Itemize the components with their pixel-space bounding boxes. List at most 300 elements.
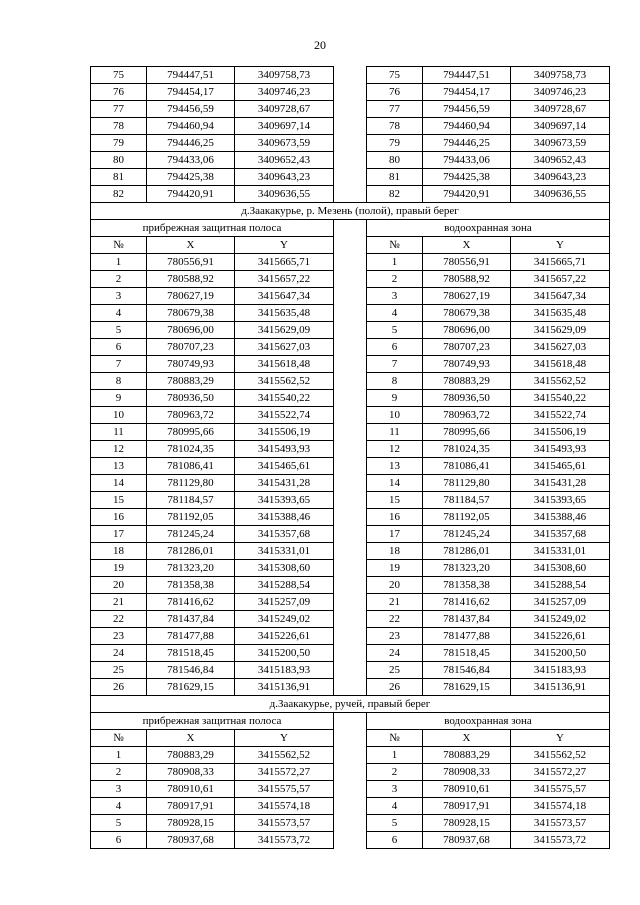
point-number-cell: 9 bbox=[367, 390, 423, 407]
x-coordinate-cell: 780627,19 bbox=[147, 288, 235, 305]
x-header: X bbox=[423, 730, 511, 747]
x-coordinate-cell: 781192,05 bbox=[423, 509, 511, 526]
point-number-cell: 6 bbox=[91, 832, 147, 849]
y-coordinate-cell: 3415665,71 bbox=[511, 254, 610, 271]
y-coordinate-cell: 3409643,23 bbox=[511, 169, 610, 186]
y-coordinate-cell: 3415522,74 bbox=[235, 407, 334, 424]
x-coordinate-cell: 781437,84 bbox=[147, 611, 235, 628]
x-coordinate-cell: 781546,84 bbox=[147, 662, 235, 679]
x-coordinate-cell: 780679,38 bbox=[423, 305, 511, 322]
y-coordinate-cell: 3415200,50 bbox=[235, 645, 334, 662]
point-number-cell: 75 bbox=[367, 67, 423, 84]
y-coordinate-cell: 3409697,14 bbox=[511, 118, 610, 135]
point-number-cell: 14 bbox=[91, 475, 147, 492]
x-header: X bbox=[147, 730, 235, 747]
point-number-cell: 11 bbox=[91, 424, 147, 441]
table-row bbox=[91, 118, 610, 135]
point-number-cell: 19 bbox=[91, 560, 147, 577]
column-gap bbox=[334, 781, 367, 798]
point-number-cell: 6 bbox=[91, 339, 147, 356]
y-coordinate-cell: 3415493,93 bbox=[235, 441, 334, 458]
x-coordinate-cell: 780883,29 bbox=[147, 373, 235, 390]
point-number-cell: 8 bbox=[367, 373, 423, 390]
y-coordinate-cell: 3415465,61 bbox=[235, 458, 334, 475]
point-number-cell: 79 bbox=[367, 135, 423, 152]
page-number: 20 bbox=[314, 38, 326, 52]
table-row bbox=[91, 458, 610, 475]
x-coordinate-cell: 794420,91 bbox=[147, 186, 235, 203]
point-number-cell: 21 bbox=[367, 594, 423, 611]
y-coordinate-cell: 3409697,14 bbox=[235, 118, 334, 135]
x-coordinate-cell: 780749,93 bbox=[147, 356, 235, 373]
point-number-cell: 7 bbox=[91, 356, 147, 373]
point-number-cell: 23 bbox=[91, 628, 147, 645]
x-coordinate-cell: 781024,35 bbox=[423, 441, 511, 458]
point-number-cell: 77 bbox=[91, 101, 147, 118]
x-coordinate-cell: 794460,94 bbox=[147, 118, 235, 135]
x-coordinate-cell: 780937,68 bbox=[147, 832, 235, 849]
point-number-cell: 80 bbox=[91, 152, 147, 169]
point-number-cell: 6 bbox=[367, 832, 423, 849]
column-gap bbox=[334, 475, 367, 492]
x-coordinate-cell: 780963,72 bbox=[147, 407, 235, 424]
column-gap bbox=[334, 662, 367, 679]
point-number-cell: 4 bbox=[367, 798, 423, 815]
table-row bbox=[91, 628, 610, 645]
table-row bbox=[91, 67, 610, 84]
table-row bbox=[91, 356, 610, 373]
x-coordinate-cell: 794447,51 bbox=[147, 67, 235, 84]
x-coordinate-cell: 781192,05 bbox=[147, 509, 235, 526]
x-coordinate-cell: 781358,38 bbox=[147, 577, 235, 594]
x-coordinate-cell: 780749,93 bbox=[423, 356, 511, 373]
x-coordinate-cell: 794456,59 bbox=[423, 101, 511, 118]
y-coordinate-cell: 3415388,46 bbox=[235, 509, 334, 526]
x-coordinate-cell: 781245,24 bbox=[147, 526, 235, 543]
x-coordinate-cell: 781629,15 bbox=[423, 679, 511, 696]
y-coordinate-cell: 3409758,73 bbox=[511, 67, 610, 84]
x-coordinate-cell: 781184,57 bbox=[147, 492, 235, 509]
column-gap bbox=[334, 407, 367, 424]
y-coordinate-cell: 3415308,60 bbox=[235, 560, 334, 577]
column-gap bbox=[334, 441, 367, 458]
column-gap bbox=[334, 339, 367, 356]
table-row bbox=[91, 271, 610, 288]
point-number-cell: 17 bbox=[91, 526, 147, 543]
point-number-cell: 3 bbox=[367, 288, 423, 305]
point-number-cell: 1 bbox=[367, 747, 423, 764]
point-number-cell: 78 bbox=[91, 118, 147, 135]
table-row bbox=[91, 441, 610, 458]
x-coordinate-cell: 780707,23 bbox=[147, 339, 235, 356]
column-gap bbox=[334, 220, 367, 237]
y-coordinate-cell: 3415506,19 bbox=[511, 424, 610, 441]
y-coordinate-cell: 3415226,61 bbox=[235, 628, 334, 645]
x-coordinate-cell: 781437,84 bbox=[423, 611, 511, 628]
y-coordinate-cell: 3415393,65 bbox=[511, 492, 610, 509]
x-coordinate-cell: 781477,88 bbox=[147, 628, 235, 645]
section-title: д.Заакакурье, ручей, правый берег bbox=[91, 696, 610, 713]
x-header: X bbox=[423, 237, 511, 254]
x-coordinate-cell: 780917,91 bbox=[147, 798, 235, 815]
x-coordinate-cell: 794433,06 bbox=[147, 152, 235, 169]
point-number-cell: 11 bbox=[367, 424, 423, 441]
column-gap bbox=[334, 101, 367, 118]
x-coordinate-cell: 781416,62 bbox=[147, 594, 235, 611]
table-row bbox=[91, 509, 610, 526]
column-gap bbox=[334, 237, 367, 254]
point-number-cell: 10 bbox=[91, 407, 147, 424]
table-row bbox=[91, 764, 610, 781]
x-coordinate-cell: 780917,91 bbox=[423, 798, 511, 815]
y-coordinate-cell: 3415635,48 bbox=[511, 305, 610, 322]
table-row bbox=[91, 543, 610, 560]
point-number-cell: 8 bbox=[91, 373, 147, 390]
point-number-cell: 82 bbox=[91, 186, 147, 203]
table-row bbox=[91, 101, 610, 118]
y-coordinate-cell: 3415573,72 bbox=[235, 832, 334, 849]
x-coordinate-cell: 780995,66 bbox=[147, 424, 235, 441]
zone-caption-row bbox=[91, 220, 610, 237]
y-coordinate-cell: 3415331,01 bbox=[511, 543, 610, 560]
point-number-cell: 77 bbox=[367, 101, 423, 118]
left-zone-caption: прибрежная защитная полоса bbox=[91, 220, 334, 237]
y-coordinate-cell: 3409643,23 bbox=[235, 169, 334, 186]
x-coordinate-cell: 794446,25 bbox=[147, 135, 235, 152]
y-coordinate-cell: 3415257,09 bbox=[235, 594, 334, 611]
y-coordinate-cell: 3415540,22 bbox=[235, 390, 334, 407]
y-coordinate-cell: 3415627,03 bbox=[235, 339, 334, 356]
y-coordinate-cell: 3415574,18 bbox=[511, 798, 610, 815]
section-title-row bbox=[91, 696, 610, 713]
x-coordinate-cell: 781546,84 bbox=[423, 662, 511, 679]
x-coordinate-cell: 780963,72 bbox=[423, 407, 511, 424]
point-number-cell: 15 bbox=[91, 492, 147, 509]
section-title-row bbox=[91, 203, 610, 220]
x-coordinate-cell: 780910,61 bbox=[147, 781, 235, 798]
y-coordinate-cell: 3415575,57 bbox=[511, 781, 610, 798]
column-gap bbox=[334, 288, 367, 305]
y-coordinate-cell: 3415562,52 bbox=[511, 373, 610, 390]
table-row bbox=[91, 288, 610, 305]
x-coordinate-cell: 780556,91 bbox=[423, 254, 511, 271]
point-number-cell: 76 bbox=[367, 84, 423, 101]
x-coordinate-cell: 781518,45 bbox=[147, 645, 235, 662]
point-number-cell: 20 bbox=[91, 577, 147, 594]
right-zone-caption: водоохранная зона bbox=[367, 220, 610, 237]
point-number-cell: 1 bbox=[367, 254, 423, 271]
x-header: X bbox=[147, 237, 235, 254]
point-number-cell: 3 bbox=[367, 781, 423, 798]
column-gap bbox=[334, 832, 367, 849]
y-coordinate-cell: 3415627,03 bbox=[511, 339, 610, 356]
table-row bbox=[91, 526, 610, 543]
column-gap bbox=[334, 713, 367, 730]
point-number-cell: 23 bbox=[367, 628, 423, 645]
column-gap bbox=[334, 152, 367, 169]
y-coordinate-cell: 3415431,28 bbox=[235, 475, 334, 492]
y-header: Y bbox=[235, 237, 334, 254]
x-coordinate-cell: 781184,57 bbox=[423, 492, 511, 509]
x-coordinate-cell: 780556,91 bbox=[147, 254, 235, 271]
x-coordinate-cell: 781323,20 bbox=[147, 560, 235, 577]
point-number-cell: 1 bbox=[91, 254, 147, 271]
point-number-cell: 75 bbox=[91, 67, 147, 84]
table-row bbox=[91, 645, 610, 662]
table-row bbox=[91, 679, 610, 696]
y-coordinate-cell: 3415308,60 bbox=[511, 560, 610, 577]
right-zone-caption: водоохранная зона bbox=[367, 713, 610, 730]
section-title: д.Заакакурье, р. Мезень (полой), правый берег bbox=[91, 203, 610, 220]
x-coordinate-cell: 781245,24 bbox=[423, 526, 511, 543]
point-number-cell: 16 bbox=[91, 509, 147, 526]
y-coordinate-cell: 3415183,93 bbox=[511, 662, 610, 679]
number-header: № bbox=[91, 237, 147, 254]
y-coordinate-cell: 3415288,54 bbox=[511, 577, 610, 594]
point-number-cell: 76 bbox=[91, 84, 147, 101]
table-row bbox=[91, 832, 610, 849]
y-coordinate-cell: 3415226,61 bbox=[511, 628, 610, 645]
zone-caption-row bbox=[91, 713, 610, 730]
point-number-cell: 5 bbox=[91, 322, 147, 339]
number-header: № bbox=[367, 730, 423, 747]
point-number-cell: 18 bbox=[367, 543, 423, 560]
point-number-cell: 12 bbox=[91, 441, 147, 458]
x-coordinate-cell: 780995,66 bbox=[423, 424, 511, 441]
y-coordinate-cell: 3415635,48 bbox=[235, 305, 334, 322]
table-row bbox=[91, 186, 610, 203]
point-number-cell: 26 bbox=[91, 679, 147, 696]
point-number-cell: 17 bbox=[367, 526, 423, 543]
x-coordinate-cell: 780928,15 bbox=[147, 815, 235, 832]
x-coordinate-cell: 781086,41 bbox=[147, 458, 235, 475]
point-number-cell: 81 bbox=[91, 169, 147, 186]
y-coordinate-cell: 3415562,52 bbox=[235, 373, 334, 390]
y-coordinate-cell: 3415573,57 bbox=[235, 815, 334, 832]
table-row bbox=[91, 254, 610, 271]
y-coordinate-cell: 3409636,55 bbox=[235, 186, 334, 203]
y-coordinate-cell: 3415465,61 bbox=[511, 458, 610, 475]
table-row bbox=[91, 798, 610, 815]
table-row bbox=[91, 781, 610, 798]
column-gap bbox=[334, 594, 367, 611]
y-coordinate-cell: 3415573,72 bbox=[511, 832, 610, 849]
table-row bbox=[91, 594, 610, 611]
point-number-cell: 19 bbox=[367, 560, 423, 577]
y-coordinate-cell: 3415136,91 bbox=[511, 679, 610, 696]
y-coordinate-cell: 3415572,27 bbox=[511, 764, 610, 781]
column-gap bbox=[334, 611, 367, 628]
table-row bbox=[91, 322, 610, 339]
x-coordinate-cell: 794425,38 bbox=[147, 169, 235, 186]
y-coordinate-cell: 3415665,71 bbox=[235, 254, 334, 271]
x-coordinate-cell: 780627,19 bbox=[423, 288, 511, 305]
point-number-cell: 6 bbox=[367, 339, 423, 356]
column-gap bbox=[334, 373, 367, 390]
column-gap bbox=[334, 186, 367, 203]
x-coordinate-cell: 780908,33 bbox=[147, 764, 235, 781]
y-coordinate-cell: 3409636,55 bbox=[511, 186, 610, 203]
point-number-cell: 14 bbox=[367, 475, 423, 492]
y-coordinate-cell: 3415562,52 bbox=[235, 747, 334, 764]
y-coordinate-cell: 3409728,67 bbox=[511, 101, 610, 118]
column-gap bbox=[334, 543, 367, 560]
point-number-cell: 4 bbox=[91, 798, 147, 815]
table-row bbox=[91, 492, 610, 509]
column-gap bbox=[334, 628, 367, 645]
table-row bbox=[91, 407, 610, 424]
x-coordinate-cell: 780588,92 bbox=[147, 271, 235, 288]
column-gap bbox=[334, 322, 367, 339]
point-number-cell: 24 bbox=[367, 645, 423, 662]
y-coordinate-cell: 3415618,48 bbox=[235, 356, 334, 373]
point-number-cell: 3 bbox=[91, 288, 147, 305]
y-coordinate-cell: 3415331,01 bbox=[235, 543, 334, 560]
y-coordinate-cell: 3409746,23 bbox=[235, 84, 334, 101]
x-coordinate-cell: 780696,00 bbox=[147, 322, 235, 339]
point-number-cell: 10 bbox=[367, 407, 423, 424]
x-coordinate-cell: 781024,35 bbox=[147, 441, 235, 458]
x-coordinate-cell: 781129,80 bbox=[147, 475, 235, 492]
point-number-cell: 4 bbox=[367, 305, 423, 322]
table-row bbox=[91, 135, 610, 152]
point-number-cell: 18 bbox=[91, 543, 147, 560]
column-gap bbox=[334, 356, 367, 373]
y-coordinate-cell: 3415657,22 bbox=[511, 271, 610, 288]
y-coordinate-cell: 3415357,68 bbox=[235, 526, 334, 543]
y-coordinate-cell: 3415647,34 bbox=[511, 288, 610, 305]
x-coordinate-cell: 794446,25 bbox=[423, 135, 511, 152]
y-coordinate-cell: 3415200,50 bbox=[511, 645, 610, 662]
table-row bbox=[91, 475, 610, 492]
point-number-cell: 80 bbox=[367, 152, 423, 169]
x-coordinate-cell: 794454,17 bbox=[147, 84, 235, 101]
table-row bbox=[91, 815, 610, 832]
point-number-cell: 5 bbox=[91, 815, 147, 832]
y-coordinate-cell: 3415540,22 bbox=[511, 390, 610, 407]
point-number-cell: 22 bbox=[91, 611, 147, 628]
x-coordinate-cell: 780910,61 bbox=[423, 781, 511, 798]
column-gap bbox=[334, 254, 367, 271]
number-header: № bbox=[91, 730, 147, 747]
point-number-cell: 25 bbox=[367, 662, 423, 679]
x-coordinate-cell: 780936,50 bbox=[147, 390, 235, 407]
table-row bbox=[91, 662, 610, 679]
column-gap bbox=[334, 271, 367, 288]
x-coordinate-cell: 780588,92 bbox=[423, 271, 511, 288]
column-header-row bbox=[91, 730, 610, 747]
point-number-cell: 5 bbox=[367, 815, 423, 832]
y-coordinate-cell: 3415249,02 bbox=[511, 611, 610, 628]
table-row bbox=[91, 169, 610, 186]
point-number-cell: 4 bbox=[91, 305, 147, 322]
column-gap bbox=[334, 118, 367, 135]
table-row bbox=[91, 373, 610, 390]
coordinates-table-body bbox=[91, 67, 610, 849]
point-number-cell: 22 bbox=[367, 611, 423, 628]
column-gap bbox=[334, 815, 367, 832]
x-coordinate-cell: 781286,01 bbox=[423, 543, 511, 560]
x-coordinate-cell: 781416,62 bbox=[423, 594, 511, 611]
y-coordinate-cell: 3415393,65 bbox=[235, 492, 334, 509]
y-coordinate-cell: 3409673,59 bbox=[511, 135, 610, 152]
x-coordinate-cell: 781286,01 bbox=[147, 543, 235, 560]
x-coordinate-cell: 780883,29 bbox=[423, 747, 511, 764]
x-coordinate-cell: 780679,38 bbox=[147, 305, 235, 322]
point-number-cell: 79 bbox=[91, 135, 147, 152]
column-gap bbox=[334, 458, 367, 475]
y-coordinate-cell: 3409758,73 bbox=[235, 67, 334, 84]
x-coordinate-cell: 780936,50 bbox=[423, 390, 511, 407]
x-coordinate-cell: 794447,51 bbox=[423, 67, 511, 84]
table-row bbox=[91, 84, 610, 101]
table-row bbox=[91, 747, 610, 764]
y-coordinate-cell: 3415431,28 bbox=[511, 475, 610, 492]
y-coordinate-cell: 3415183,93 bbox=[235, 662, 334, 679]
y-coordinate-cell: 3415574,18 bbox=[235, 798, 334, 815]
y-coordinate-cell: 3415257,09 bbox=[511, 594, 610, 611]
x-coordinate-cell: 781629,15 bbox=[147, 679, 235, 696]
point-number-cell: 2 bbox=[367, 764, 423, 781]
x-coordinate-cell: 781477,88 bbox=[423, 628, 511, 645]
column-header-row bbox=[91, 237, 610, 254]
x-coordinate-cell: 780696,00 bbox=[423, 322, 511, 339]
y-coordinate-cell: 3415657,22 bbox=[235, 271, 334, 288]
y-coordinate-cell: 3415136,91 bbox=[235, 679, 334, 696]
table-row bbox=[91, 424, 610, 441]
column-gap bbox=[334, 67, 367, 84]
point-number-cell: 3 bbox=[91, 781, 147, 798]
column-gap bbox=[334, 798, 367, 815]
point-number-cell: 2 bbox=[91, 271, 147, 288]
point-number-cell: 82 bbox=[367, 186, 423, 203]
x-coordinate-cell: 781323,20 bbox=[423, 560, 511, 577]
column-gap bbox=[334, 424, 367, 441]
point-number-cell: 81 bbox=[367, 169, 423, 186]
y-coordinate-cell: 3409673,59 bbox=[235, 135, 334, 152]
table-row bbox=[91, 577, 610, 594]
table-row bbox=[91, 339, 610, 356]
column-gap bbox=[334, 679, 367, 696]
point-number-cell: 1 bbox=[91, 747, 147, 764]
y-coordinate-cell: 3415288,54 bbox=[235, 577, 334, 594]
point-number-cell: 24 bbox=[91, 645, 147, 662]
x-coordinate-cell: 794420,91 bbox=[423, 186, 511, 203]
y-header: Y bbox=[235, 730, 334, 747]
y-coordinate-cell: 3409728,67 bbox=[235, 101, 334, 118]
y-coordinate-cell: 3409652,43 bbox=[235, 152, 334, 169]
point-number-cell: 16 bbox=[367, 509, 423, 526]
x-coordinate-cell: 780707,23 bbox=[423, 339, 511, 356]
point-number-cell: 7 bbox=[367, 356, 423, 373]
y-coordinate-cell: 3415388,46 bbox=[511, 509, 610, 526]
x-coordinate-cell: 781518,45 bbox=[423, 645, 511, 662]
point-number-cell: 5 bbox=[367, 322, 423, 339]
x-coordinate-cell: 781358,38 bbox=[423, 577, 511, 594]
column-gap bbox=[334, 84, 367, 101]
point-number-cell: 20 bbox=[367, 577, 423, 594]
y-coordinate-cell: 3415522,74 bbox=[511, 407, 610, 424]
y-coordinate-cell: 3415618,48 bbox=[511, 356, 610, 373]
y-coordinate-cell: 3415629,09 bbox=[511, 322, 610, 339]
column-gap bbox=[334, 509, 367, 526]
number-header: № bbox=[367, 237, 423, 254]
x-coordinate-cell: 780883,29 bbox=[423, 373, 511, 390]
x-coordinate-cell: 780883,29 bbox=[147, 747, 235, 764]
y-coordinate-cell: 3415573,57 bbox=[511, 815, 610, 832]
point-number-cell: 21 bbox=[91, 594, 147, 611]
x-coordinate-cell: 781129,80 bbox=[423, 475, 511, 492]
